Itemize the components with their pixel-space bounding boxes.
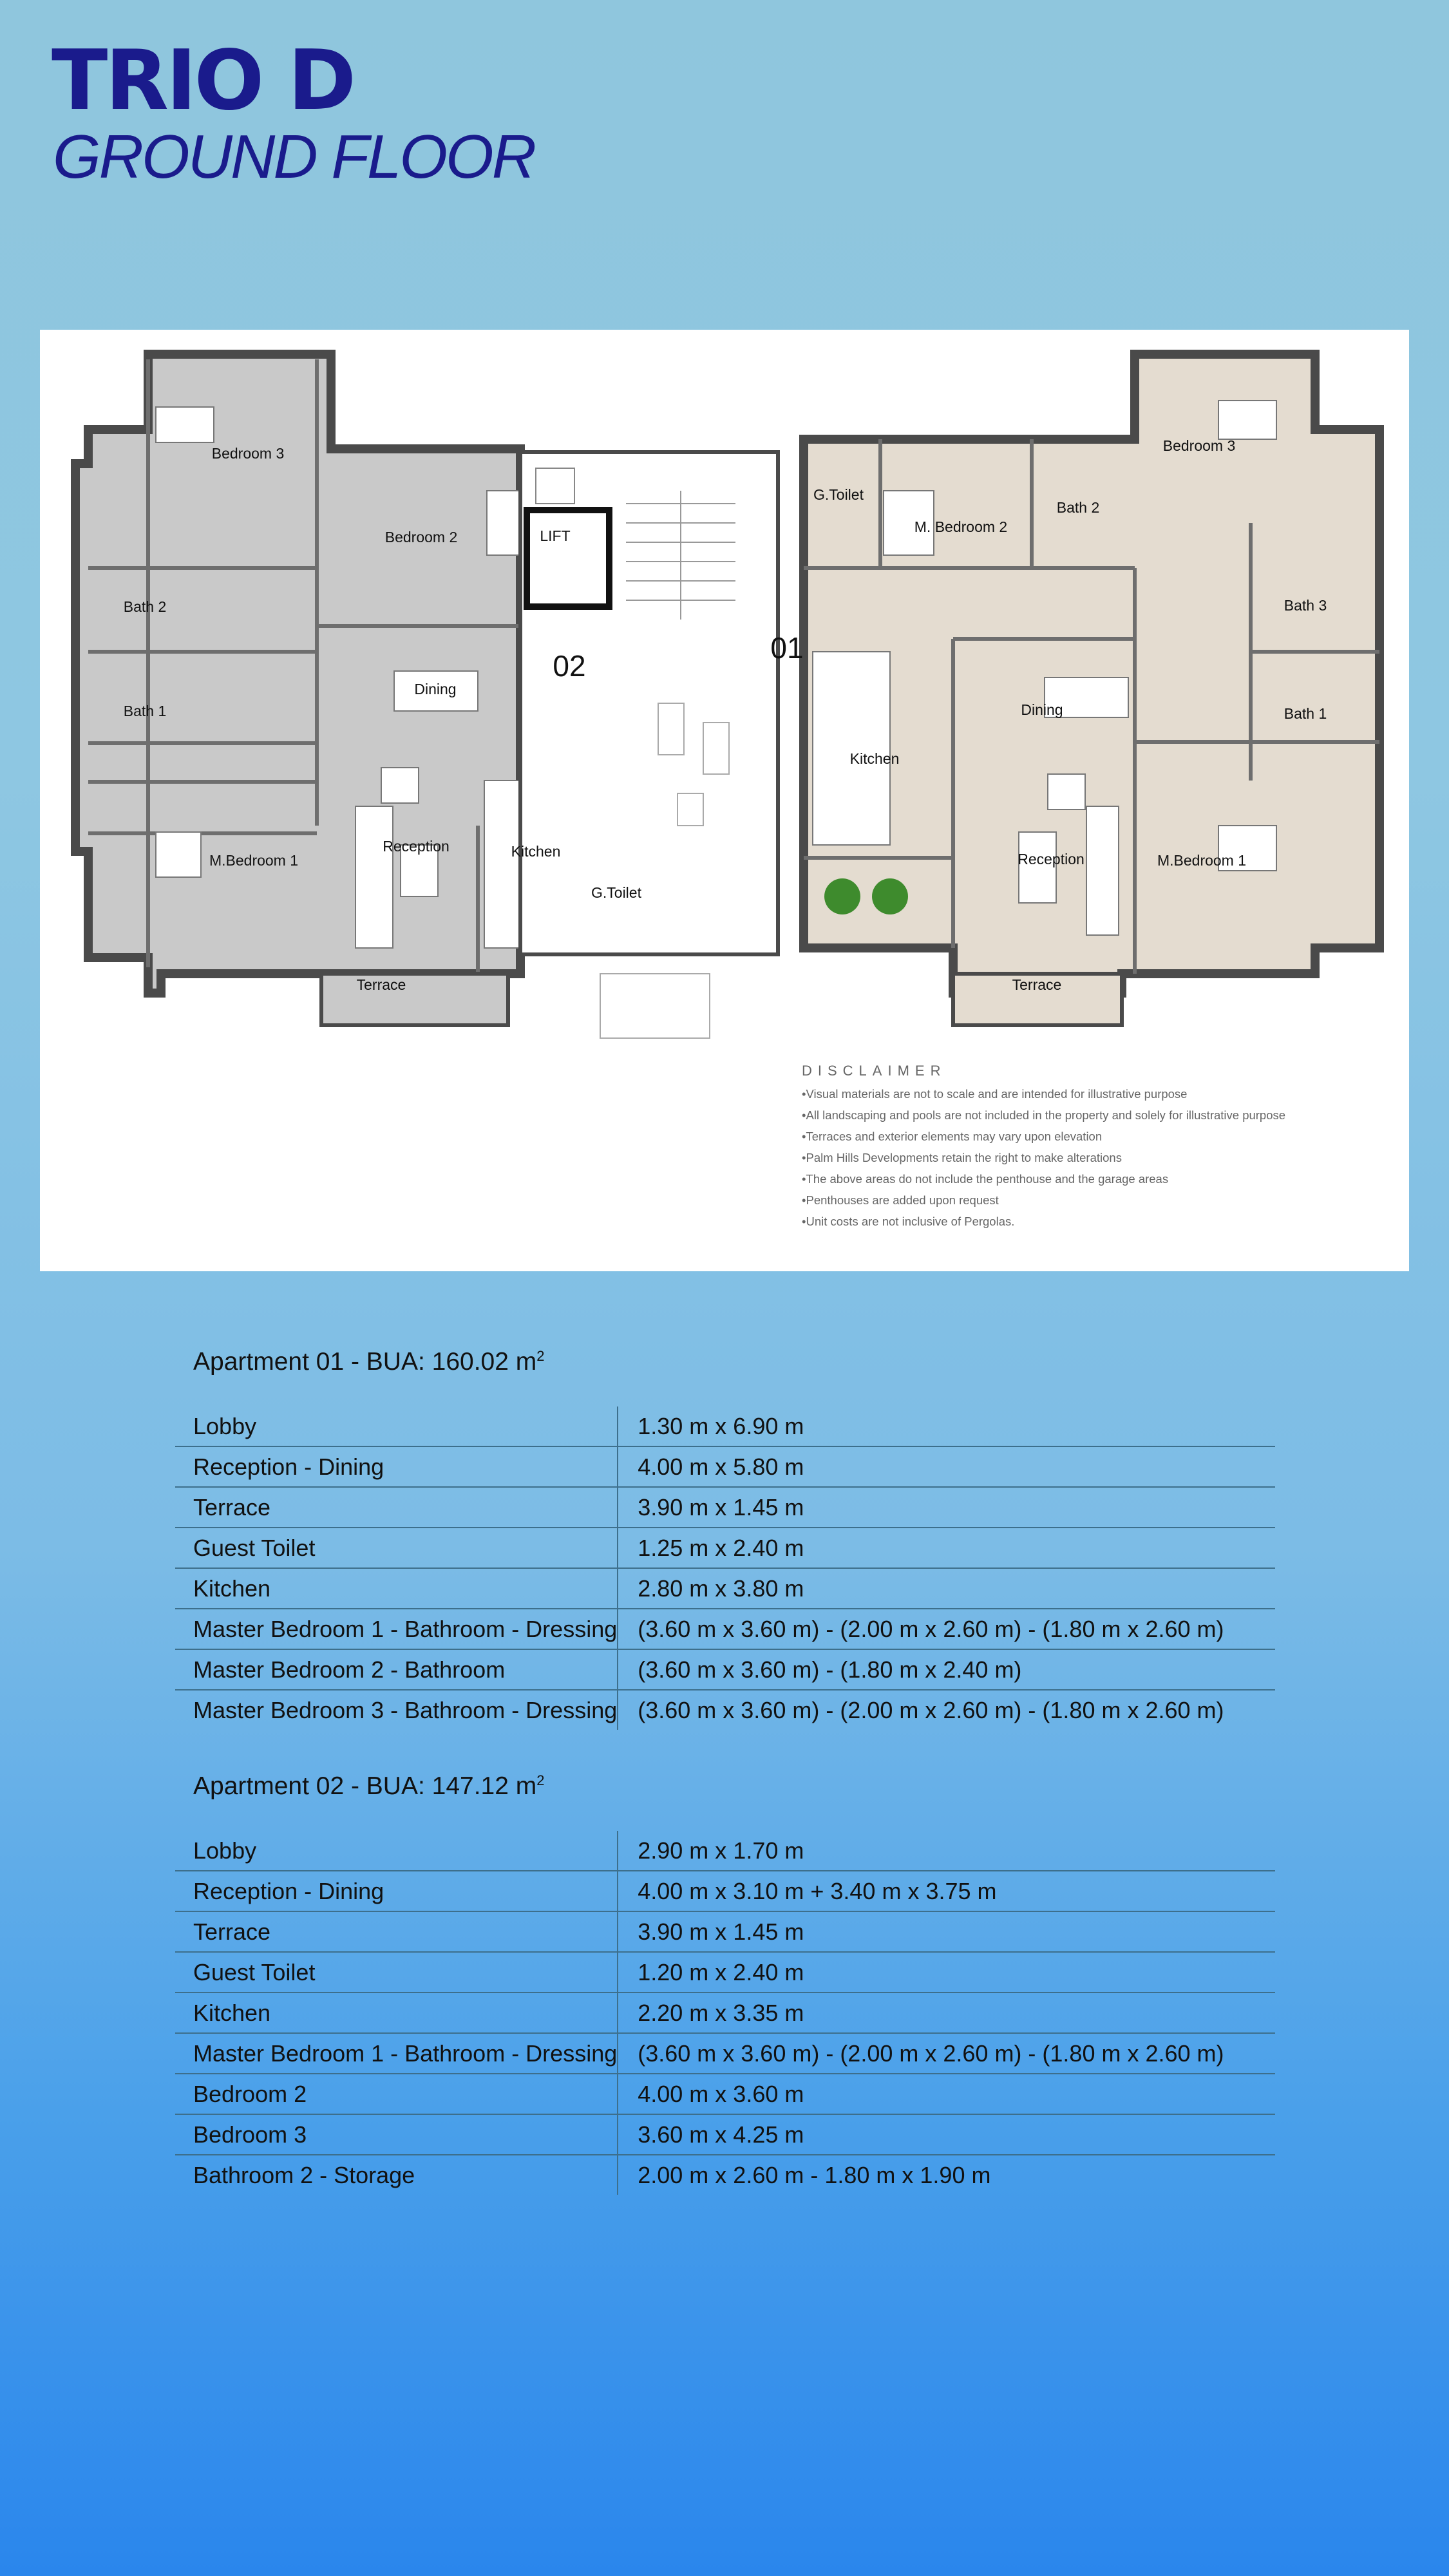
table-row: [175, 1487, 1275, 1528]
disclaimer-item: • Terraces and exterior elements may vary upon elevation: [802, 1126, 1381, 1147]
room-name: Terrace: [175, 1487, 618, 1528]
room-name: Master Bedroom 1 - Bathroom - Dressing: [175, 1609, 618, 1649]
apartment-02-table: [175, 1831, 1275, 2195]
room-dimensions: (3.60 m x 3.60 m) - (1.80 m x 2.40 m): [618, 1649, 1275, 1690]
table-row: [175, 1406, 1275, 1446]
disclaimer-item: • Penthouses are added upon request: [802, 1189, 1381, 1211]
table-row: [175, 2114, 1275, 2155]
table-row: [175, 1528, 1275, 1568]
room-dimensions: 4.00 m x 3.60 m: [618, 2074, 1275, 2114]
room-label: Bath 3: [1283, 597, 1327, 614]
room-name: Master Bedroom 1 - Bathroom - Dressing: [175, 2033, 618, 2074]
apartment-01-title-text: Apartment 01 - BUA: 160.02 m: [193, 1348, 537, 1376]
room-name: Guest Toilet: [175, 1952, 618, 1993]
room-dimensions: 2.00 m x 2.60 m - 1.80 m x 1.90 m: [618, 2155, 1275, 2195]
terrace-02: [321, 974, 508, 1025]
room-dimensions: 1.30 m x 6.90 m: [618, 1406, 1275, 1446]
room-dimensions: 3.60 m x 4.25 m: [618, 2114, 1275, 2155]
room-label: Reception: [383, 838, 450, 855]
unit-number: 02: [553, 649, 586, 683]
room-dimensions: 1.20 m x 2.40 m: [618, 1952, 1275, 1993]
room-name: Master Bedroom 2 - Bathroom: [175, 1649, 618, 1690]
room-dimensions: 3.90 m x 1.45 m: [618, 1487, 1275, 1528]
room-name: Lobby: [175, 1831, 618, 1871]
room-label: G.Toilet: [813, 486, 864, 503]
room-dimensions: 3.90 m x 1.45 m: [618, 1911, 1275, 1952]
table-row: [175, 1911, 1275, 1952]
room-dimensions: (3.60 m x 3.60 m) - (2.00 m x 2.60 m) - (1.80 m x 2.60 m): [618, 1609, 1275, 1649]
room-name: Bedroom 3: [175, 2114, 618, 2155]
disclaimer-item: • All landscaping and pools are not included in the property and solely for illustrative purpose: [802, 1104, 1381, 1126]
room-name: Kitchen: [175, 1993, 618, 2033]
floor-plan-panel: [40, 330, 1409, 1271]
table-row: [175, 2033, 1275, 2074]
apartment-01-title: [193, 1348, 545, 1376]
room-label: M.Bedroom 1: [1157, 852, 1247, 869]
room-name: Terrace: [175, 1911, 618, 1952]
room-label: Bath 2: [123, 598, 167, 615]
room-label: Kitchen: [849, 750, 900, 767]
disclaimer-item: • Unit costs are not inclusive of Pergolas.: [802, 1211, 1381, 1232]
unit-superscript: 2: [536, 1772, 545, 1788]
room-label: Bath 1: [123, 703, 167, 719]
room-name: Bedroom 2: [175, 2074, 618, 2114]
table-row: [175, 1871, 1275, 1911]
lift: [527, 510, 609, 607]
table-row: [175, 2074, 1275, 2114]
room-label: Bedroom 2: [384, 529, 458, 545]
room-name: Kitchen: [175, 1568, 618, 1609]
room-label: Reception: [1018, 851, 1084, 867]
unit-number: 01: [770, 631, 804, 665]
table-row: [175, 1609, 1275, 1649]
room-label: Bath 1: [1283, 705, 1327, 722]
apartment-01-table: [175, 1406, 1275, 1730]
apartment-02-title-text: Apartment 02 - BUA: 147.12 m: [193, 1772, 537, 1800]
disclaimer-item: • Palm Hills Developments retain the right to make alterations: [802, 1147, 1381, 1168]
room-dimensions: (3.60 m x 3.60 m) - (2.00 m x 2.60 m) - (1.80 m x 2.60 m): [618, 1690, 1275, 1730]
disclaimer-list: [802, 1083, 1381, 1232]
room-name: Reception - Dining: [175, 1446, 618, 1487]
room-label: Terrace: [356, 976, 406, 993]
room-label: Dining: [414, 681, 457, 697]
table-row: [175, 1952, 1275, 1993]
room-name: Bathroom 2 - Storage: [193, 2161, 415, 2188]
room-dimensions: 2.20 m x 3.35 m: [618, 1993, 1275, 2033]
page-title: TRIO D: [52, 33, 354, 129]
table-row: [175, 1649, 1275, 1690]
table-row: [175, 1446, 1275, 1487]
room-dimensions: 2.90 m x 1.70 m: [618, 1831, 1275, 1871]
disclaimer: [802, 1063, 1381, 1232]
room-label: Kitchen: [511, 843, 561, 860]
table-row: [175, 1831, 1275, 1871]
table-row: [175, 1993, 1275, 2033]
table-row: [175, 1568, 1275, 1609]
table-row: [175, 2155, 1275, 2195]
room-label: G.Toilet: [591, 884, 641, 901]
room-dimensions: 2.80 m x 3.80 m: [618, 1568, 1275, 1609]
room-dimensions: (3.60 m x 3.60 m) - (2.00 m x 2.60 m) - (1.80 m x 2.60 m): [618, 2033, 1275, 2074]
unit-superscript: 2: [536, 1348, 545, 1364]
room-label: Terrace: [1012, 976, 1062, 993]
disclaimer-item: • Visual materials are not to scale and are intended for illustrative purpose: [802, 1083, 1381, 1104]
page-subtitle: GROUND FLOOR: [53, 122, 535, 191]
room-label: Dining: [1021, 701, 1063, 718]
room-dimensions: 4.00 m x 3.10 m + 3.40 m x 3.75 m: [618, 1871, 1275, 1911]
room-dimensions: 1.25 m x 2.40 m: [618, 1528, 1275, 1568]
apartment-01-plan: [804, 354, 1379, 1025]
room-label: Bath 2: [1056, 499, 1100, 516]
room-name: Reception - Dining: [175, 1871, 618, 1911]
room-dimensions: 4.00 m x 5.80 m: [618, 1446, 1275, 1487]
room-label: M. Bedroom 2: [914, 518, 1008, 535]
room-label: M.Bedroom 1: [209, 852, 299, 869]
room-name: Guest Toilet: [175, 1528, 618, 1568]
page-header: [52, 33, 535, 191]
disclaimer-item: • The above areas do not include the penthouse and the garage areas: [802, 1168, 1381, 1189]
room-label: Bedroom 3: [1162, 437, 1236, 454]
room-label: LIFT: [540, 527, 571, 544]
room-name: Lobby: [175, 1406, 618, 1446]
room-name: Master Bedroom 3 - Bathroom - Dressing: [193, 1696, 618, 1723]
table-row: [175, 1690, 1275, 1730]
disclaimer-title: DISCLAIMER: [802, 1063, 947, 1079]
apartment-02-title: [193, 1772, 545, 1801]
room-label: Bedroom 3: [211, 445, 285, 462]
